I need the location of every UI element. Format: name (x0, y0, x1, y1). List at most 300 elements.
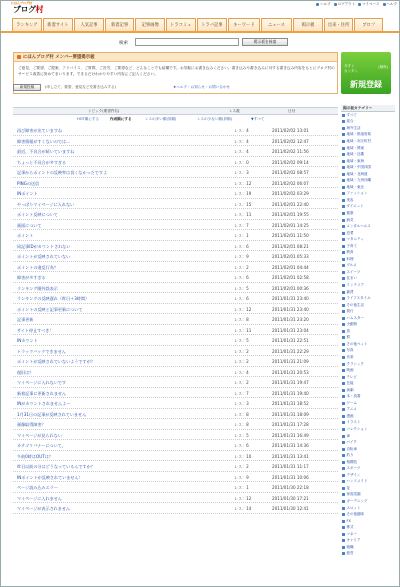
table-row (13, 251, 338, 262)
reply-count: レス：4 (234, 149, 249, 154)
top-link-help[interactable] (316, 2, 331, 7)
logo-title (13, 4, 43, 15)
table-row (13, 125, 338, 136)
category-label: デザイン (346, 472, 361, 477)
reply-count: レス：7 (234, 390, 249, 396)
category-bullet-icon (342, 284, 345, 287)
category-label: 自転車 (346, 446, 357, 451)
category-bullet-icon (342, 212, 345, 215)
category-label: 病気 (346, 217, 354, 222)
category-bullet-icon (342, 428, 345, 431)
category-label: 車 (346, 433, 350, 438)
topic-link[interactable]: 記事からポイントの反映率は良くなかったですよ (17, 170, 108, 175)
reply-count: レス：8 (234, 411, 249, 417)
table-row (13, 388, 338, 399)
category-label: 子育て (346, 243, 357, 248)
post-date: 2011/01/30 12:41 (272, 506, 309, 511)
post-date: 2011/01/31 22:29 (272, 348, 309, 354)
category-label: 地域・東海 (346, 158, 364, 163)
post-date: 2011/01/31 17:28 (272, 422, 309, 427)
tab-news[interactable]: ニュース (261, 18, 293, 31)
post-date: 2011/01/31 18:09 (272, 411, 309, 417)
category-label: 小動物 (346, 322, 357, 327)
post-date: 2011/01/31 23:40 (272, 306, 309, 312)
category-label: 地域・近畿 (346, 152, 364, 157)
table-row (13, 314, 338, 325)
category-label: スロット (346, 505, 361, 510)
table-row (13, 136, 338, 147)
topic-link[interactable]: ランキング圏外誤表示 (17, 285, 58, 291)
category-label: グルメ (346, 263, 357, 268)
category-bullet-icon (342, 245, 345, 248)
reply-count: レス：2 (234, 348, 249, 354)
post-date: 2011/01/31 19:40 (272, 390, 309, 396)
category-label: ダイエット (346, 204, 364, 209)
category-label: メンタルヘルス (346, 224, 371, 229)
category-bullet-icon (342, 219, 345, 222)
top-link-logout[interactable] (334, 2, 356, 7)
topic-link[interactable]: 昨日以前の分はどうなっているんですか？ (17, 464, 95, 469)
category-bullet-icon (342, 356, 345, 359)
category-bullet-icon (342, 546, 345, 549)
table-row (13, 209, 338, 220)
category-label: 健康 (346, 210, 354, 215)
search-input[interactable] (135, 38, 239, 46)
tab-origin-address[interactable]: 出来・住所 (324, 18, 354, 31)
reply-count: レス：3 (234, 401, 249, 406)
category-label: FX (346, 519, 351, 524)
sidebar-heading: 掲示板カテゴリー (341, 105, 395, 112)
category-bullet-icon (342, 192, 345, 195)
topic-link[interactable]: 障害情報がすくないのでは... (17, 138, 71, 144)
reply-count: レス：6 (234, 443, 249, 448)
category-label: その他生活 (346, 302, 364, 307)
topic-link[interactable]: 画像取得障害？ (17, 422, 46, 427)
top-link-label: ヘルプ (320, 2, 331, 6)
table-row (13, 167, 338, 178)
topic-link[interactable]: ランキングの反映遅れ（昨日＋3時間） (17, 296, 90, 301)
reply-count: レス：12 (234, 306, 252, 312)
post-date: 2011/01/31 23:40 (272, 296, 309, 301)
reply-count: レス：10 (234, 453, 252, 459)
table-row (13, 482, 338, 493)
post-date: 2011/01/31 11:17 (272, 464, 309, 469)
topic-link[interactable]: PINGの送信 (17, 180, 40, 186)
post-date: 2011/02/01 00:36 (272, 285, 309, 291)
post-date: 2011/01/30 17:21 (272, 495, 309, 501)
topic-link[interactable]: マイページが見られない (17, 432, 62, 438)
category-label: 芸能 (346, 381, 354, 386)
post-date: 2011/01/31 19:47 (272, 380, 309, 385)
post-date: 2011/01/31 16:49 (272, 432, 309, 438)
post-date: 2011/02/01 22:40 (272, 201, 309, 207)
table-row (13, 157, 338, 168)
category-label: スイーツ (346, 269, 361, 274)
sort-res-most[interactable]: レスの多い順(昇順) (145, 117, 177, 121)
topic-link[interactable]: ポイントの反映と記事更新について (17, 306, 83, 312)
reply-count: レス：8 (234, 317, 249, 322)
category-label: 雑貨 (346, 289, 354, 294)
category-label: ハンドメイド (346, 479, 368, 484)
category-bullet-icon (342, 238, 345, 241)
post-date: 2011/01/30 22:18 (272, 485, 309, 490)
post-date: 2011/01/31 23:04 (272, 327, 309, 333)
post-date: 2011/01/31 23:20 (272, 317, 309, 322)
category-label: テレビ (346, 374, 357, 379)
category-bullet-icon (342, 467, 345, 470)
category-bullet-icon (342, 251, 345, 254)
category-bullet-icon (342, 343, 345, 346)
category-label: 料理 (346, 256, 354, 261)
post-date: 2011/02/01 14:25 (272, 222, 309, 228)
member-board-header (14, 53, 337, 62)
topic-link[interactable]: ポイントが反映されていない (17, 254, 71, 259)
topic-link[interactable]: トラックバックできません (17, 348, 66, 354)
tab-ranking[interactable]: ランキング (12, 18, 42, 31)
category-label: 地域・関東 (346, 145, 364, 150)
tab-new-posts[interactable]: 新着記事 (105, 18, 135, 31)
category-bullet-icon (342, 454, 345, 457)
post-date: 2011/02/01 19:55 (272, 212, 309, 217)
post-date: 2011/02/01 11:50 (272, 233, 309, 238)
table-row (13, 398, 338, 409)
tab-keyword[interactable]: キーワード (228, 18, 260, 31)
new-post-button[interactable]: 新規投稿 (13, 84, 41, 91)
table-row (13, 293, 338, 304)
category-label: コレクション (346, 427, 368, 432)
tab-popular-posts[interactable]: 人気記事 (74, 18, 104, 31)
category-bullet-icon (342, 389, 345, 392)
table-row (13, 493, 338, 504)
topic-link[interactable]: 記事更新 (17, 317, 34, 322)
tab-trackback-posts[interactable]: トラバ記事 (197, 18, 228, 31)
tab-post-images[interactable]: 記事画像 (135, 18, 165, 31)
category-label: 漫画 (346, 413, 354, 418)
category-bullet-icon (342, 140, 345, 143)
topic-link[interactable]: マイページに入れないです (17, 380, 66, 385)
topic-link[interactable]: ポイント反映について (17, 212, 58, 217)
category-bullet-icon (342, 408, 345, 411)
post-date: 2011/02/02 08:57 (272, 170, 309, 175)
category-bullet-icon (342, 277, 345, 280)
table-row (13, 461, 338, 472)
category-label: 地域・北海道 (346, 171, 368, 176)
category-label: 教育 (346, 250, 354, 255)
post-date: 2011/02/02 13:01 (272, 128, 309, 133)
category-bullet-icon (342, 500, 345, 503)
table-row (13, 230, 338, 241)
main-nav (12, 18, 384, 31)
table-row (13, 377, 338, 388)
topic-list (13, 125, 338, 514)
table-row (13, 472, 338, 483)
reply-count: レス：9 (234, 254, 249, 259)
category-label: 地域・九州沖縄 (346, 178, 371, 183)
category-bullet-icon (342, 271, 345, 274)
category-bullet-icon (342, 291, 345, 294)
category-bullet-icon (342, 147, 345, 150)
sidebar-category-item[interactable] (341, 551, 395, 558)
category-bullet-icon (342, 199, 345, 202)
category-bullet-icon (342, 435, 345, 438)
table-row (13, 220, 338, 231)
category-bullet-icon (342, 127, 345, 130)
reply-count: レス：6 (234, 275, 249, 280)
category-bullet-icon (342, 323, 345, 326)
category-bullet-icon (342, 120, 345, 123)
topic-link[interactable]: 障害が多すぎる (17, 275, 46, 280)
post-date: 2011/01/31 20:53 (272, 369, 309, 375)
mypage-icon (358, 3, 361, 6)
reply-count: レス：1 (234, 485, 249, 490)
category-bullet-icon (342, 330, 345, 333)
category-label: その他ペット (346, 341, 368, 346)
category-label: ガーデニング (346, 499, 368, 504)
topic-link[interactable]: 午前0時はOUTは？ (17, 453, 53, 459)
table-row (13, 241, 338, 252)
category-list (341, 112, 395, 557)
reply-count: レス：8 (234, 422, 249, 427)
table-row (13, 419, 338, 430)
category-label: 釣り (346, 453, 354, 458)
category-bullet-icon (342, 186, 345, 189)
post-date: 2011/01/31 21:09 (272, 359, 309, 364)
category-label: 恋愛 (346, 230, 354, 235)
table-row (13, 430, 338, 441)
board-icon (17, 55, 21, 59)
table-row (13, 346, 338, 357)
category-label: キャリア (346, 538, 361, 543)
category-label: クラシック (346, 361, 364, 366)
category-bullet-icon (342, 493, 345, 496)
topic-link[interactable]: 同記事IDがカウントされない (17, 243, 71, 249)
col-topic-header: トピック(要望件名) (88, 109, 120, 113)
topic-link[interactable]: INカウント (17, 338, 38, 343)
category-label: 鳥 (346, 328, 350, 333)
logo-title-accent: 村 (35, 4, 43, 14)
tab-board[interactable]: 掲示板 (293, 18, 323, 31)
category-bullet-icon (342, 225, 345, 228)
member-board-title: にほんブログ村 メンバー要望掲示板 (23, 55, 95, 60)
category-label: 音楽 (346, 355, 354, 359)
topic-link[interactable]: サイト停止すべき！ (17, 327, 54, 333)
topic-link[interactable]: ページ読み込みエラー (17, 485, 58, 490)
topic-link[interactable]: 1月31日の記事が反映されていません (17, 411, 87, 417)
category-label: 本・読書 (346, 394, 361, 399)
post-date: 2011/02/02 09:14 (272, 159, 309, 165)
category-bullet-icon (342, 369, 345, 372)
help-icon (316, 3, 319, 6)
reply-count: レス：11 (234, 327, 252, 333)
topic-link[interactable]: ポイント (17, 233, 34, 238)
post-date: 2011/01/31 13:41 (272, 453, 309, 459)
category-bullet-icon (342, 179, 345, 182)
topic-link[interactable]: ちょっと不具合が多すぎる (17, 159, 67, 165)
top-link-mypage[interactable] (358, 2, 379, 7)
reply-count: レス：14 (234, 506, 252, 511)
category-bullet-icon (342, 461, 345, 464)
category-label: 演劇 (346, 387, 354, 392)
tab-new-sites[interactable]: 新着サイト (43, 18, 74, 31)
category-label: ゲーム (346, 400, 357, 405)
register-button[interactable] (341, 52, 391, 94)
category-label: 株式 (346, 525, 354, 530)
reply-count: レス：6 (234, 296, 249, 301)
post-date: 2011/02/02 06:07 (272, 180, 309, 186)
post-date: 2011/02/01 04:44 (272, 264, 309, 270)
table-row (13, 451, 338, 462)
topic-table-header (13, 107, 338, 115)
reply-count: レス：2 (234, 359, 249, 364)
sort-links (13, 116, 338, 123)
post-date: 2011/01/31 10:06 (272, 474, 309, 480)
category-label: 写真 (346, 348, 354, 353)
topic-link[interactable]: マイページに入れません (17, 495, 62, 501)
reply-count: レス：4 (234, 138, 249, 144)
reply-count: レス：5 (234, 338, 249, 343)
category-label: 海外生活 (346, 125, 361, 130)
sort-res-least[interactable]: レスの少ない順(昇順) (197, 117, 233, 121)
post-date: 2011/02/01 05:33 (272, 254, 309, 259)
post-date: 2011/02/01 02:58 (272, 275, 309, 280)
category-label: ハムスター (346, 315, 364, 320)
table-row (13, 325, 338, 336)
category-bullet-icon (342, 153, 345, 156)
logout-icon (334, 3, 337, 6)
category-bullet-icon (342, 160, 345, 163)
table-row (13, 440, 338, 451)
reply-count: レス：2 (234, 380, 249, 385)
topic-link[interactable]: カテゴリバナーについて。 (17, 443, 66, 448)
category-bullet-icon (342, 336, 345, 339)
category-label: ファッション (346, 191, 368, 196)
table-row (13, 199, 338, 210)
category-bullet-icon (342, 448, 345, 451)
topic-link[interactable]: INポイントが反映されていません！ (17, 474, 83, 480)
topic-link[interactable]: INポイント (17, 191, 38, 196)
post-date: 2011/01/31 14:36 (272, 443, 309, 448)
sort-created: 作成順にする (110, 117, 132, 121)
site-logo[interactable] (9, 1, 43, 13)
reply-count: レス：12 (234, 495, 252, 501)
site-header (1, 1, 399, 17)
category-bullet-icon (342, 310, 345, 313)
reply-count: レス：2 (234, 264, 249, 270)
category-label: インテリア (346, 282, 364, 287)
reply-count: レス：11 (234, 212, 252, 217)
category-bullet-icon (342, 480, 345, 483)
reply-count: レス：9 (234, 474, 249, 480)
category-label: アニメ (346, 407, 357, 412)
tab-blog[interactable]: ブロフ (354, 18, 383, 31)
category-label: 映画 (346, 368, 354, 373)
reply-count: レス：1 (234, 233, 249, 238)
category-label: スポーツ (346, 466, 361, 471)
category-bullet-icon (342, 166, 345, 169)
table-row (13, 272, 338, 283)
topic-link[interactable]: 再び障害が出ていますね (17, 128, 63, 133)
table-row (13, 283, 338, 294)
post-date: 2011/02/01 08:21 (272, 243, 309, 249)
reply-count: レス：12 (234, 180, 252, 186)
category-bullet-icon (342, 382, 345, 385)
col-res-header: レス数 (229, 109, 240, 113)
post-date: 2011/02/02 12:47 (272, 138, 309, 144)
sort-all[interactable]: ▼すべて (251, 117, 265, 121)
search-label: 検索 (119, 41, 128, 46)
category-label: バイク (346, 440, 357, 445)
table-row (13, 146, 338, 157)
category-bullet-icon (342, 507, 345, 510)
category-bullet-icon (342, 513, 345, 516)
category-bullet-icon (342, 421, 345, 424)
reply-count: レス：5 (234, 285, 249, 291)
register-small-1: 今すぐ (344, 64, 355, 68)
post-date: 2011/02/02 11:56 (272, 149, 309, 154)
top-link-help-2[interactable] (383, 2, 398, 7)
topic-link[interactable]: 新着記事に更新されません (17, 390, 67, 396)
topic-link[interactable]: 最近、不具合が続いていますね (17, 149, 75, 154)
post-date: 2011/01/31 22:51 (272, 338, 309, 343)
topic-link[interactable]: ポイントの違反行為？ (17, 264, 58, 270)
help-icon (383, 3, 386, 6)
category-bullet-icon (342, 539, 345, 542)
table-row (13, 188, 338, 199)
member-board-description: ご意見、ご要望、ご提案、アドバイス、ご質問、ご苦労、ご要望など、どんなことでも結構です。お気軽にお書き込みください。書き込みや書き込みに対する書き込み内容をもとにブログ村のサービス改善に努めてまいります。できるだけわかりやすい内容にご記入ください。 (18, 66, 335, 76)
category-label: 地域・都道府県 (346, 132, 371, 137)
help-link[interactable]: ★ヘルプ・お知らせ・お問い合わせ (173, 85, 231, 89)
topic-link[interactable]: マイページが表示されません (17, 506, 71, 511)
reply-count: レス：19 (234, 191, 252, 196)
category-label: 家庭菜園 (346, 492, 361, 497)
category-label: 経営 (346, 551, 354, 556)
topic-link[interactable]: ポイントが反映されていないようですが？ (17, 359, 95, 364)
category-bullet-icon (342, 402, 345, 405)
reply-count: レス：3 (234, 170, 249, 175)
reply-count: レス：4 (234, 128, 249, 133)
category-label: その他趣味 (346, 512, 364, 517)
topic-link[interactable]: 画面について (17, 222, 42, 228)
category-bullet-icon (342, 376, 345, 379)
topic-link[interactable]: INがカウントされませんよ～ (17, 401, 71, 406)
category-bullet-icon (342, 304, 345, 307)
table-row (13, 409, 338, 420)
tab-tracommu[interactable]: トラコミュ (166, 18, 196, 31)
category-bullet-icon (342, 349, 345, 352)
table-row (13, 304, 338, 315)
category-bullet-icon (342, 395, 345, 398)
post-date: 2011/01/31 18:52 (272, 401, 309, 406)
sort-hot[interactable]: HOT順にする (77, 117, 100, 121)
category-bullet-icon (342, 297, 345, 300)
col-date-header: 日付 (288, 109, 296, 113)
register-small-2: カンタン (344, 68, 358, 73)
category-label: 地域・市区町村 (346, 138, 371, 143)
table-row (13, 262, 338, 273)
reply-count: レス：2 (234, 464, 249, 469)
category-label: 花 (346, 485, 350, 490)
category-bullet-icon (342, 173, 345, 176)
logo-subtitle: にほんブログ村 (11, 1, 33, 5)
topic-link[interactable]: 復旧は？ (17, 369, 34, 375)
search-button[interactable]: 掲示板を検索 (242, 38, 288, 46)
category-bullet-icon (342, 258, 345, 261)
topic-link[interactable]: やっぱりマイページに入れない (17, 201, 75, 207)
new-post-note: (申し立て、要望、意見などを書き込みする) (45, 85, 117, 89)
category-label: マネー (346, 531, 357, 536)
table-row (13, 335, 338, 346)
category-bullet-icon (342, 317, 345, 320)
